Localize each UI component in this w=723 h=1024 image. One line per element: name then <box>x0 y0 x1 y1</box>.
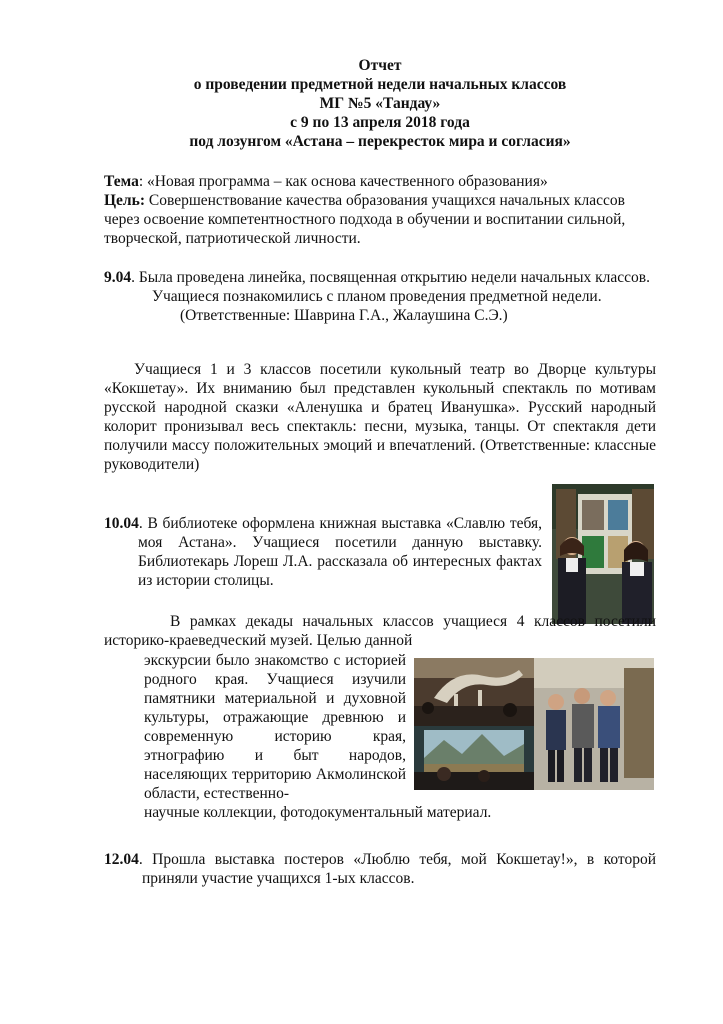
day-9-responsible: (Ответственные: Шаврина Г.А., Жалаушина С.Э.) <box>180 307 508 324</box>
title-line-1: Отчет <box>358 57 402 74</box>
title-line-4: с 9 по 13 апреля 2018 года <box>290 114 470 131</box>
museum-photo-diorama <box>414 726 534 790</box>
theme-paragraph <box>104 172 656 191</box>
day-9-paragraph-2: Учащиеся познакомились с планом проведения предметной недели. <box>152 288 602 305</box>
report-title <box>90 56 670 151</box>
day-10-library-paragraph: 10.04. В библиотеке оформлена книжная выставка «Славлю тебя, моя Астана». Учащиеся посетили данную выставку. Библиотекарь Лореш Л.А. рассказала об интересных фактах из истории столицы. <box>104 515 542 589</box>
goal-paragraph <box>104 191 656 248</box>
title-line-3: МГ №5 «Тандау» <box>319 95 441 112</box>
theme-label: Тема <box>104 173 139 190</box>
museum-photo-dinosaur <box>414 658 534 726</box>
museum-photo-students <box>534 658 654 790</box>
museum-photo-3-graphic <box>534 658 654 790</box>
intro-section <box>104 172 656 248</box>
day-9-date: 9.04 <box>104 269 132 286</box>
theme-text: : «Новая программа – как основа качественного образования» <box>138 173 548 190</box>
day-9-section <box>104 268 656 325</box>
day-9-theatre-paragraph: Учащиеся 1 и 3 классов посетили кукольный театр во Дворце культуры «Кокшетау». Их вниманию был представлен кукольный спектакль по мотивам русской народной сказки «Аленушка и братец Иванушка». Русский народный колорит пронизывал весь спектакль: песни, музыка, танцы. От спектакля дети получили массу положительных эмоций и впечатлений. (Ответственные: классные руководители) <box>104 361 656 473</box>
library-exhibition-photo <box>552 484 654 624</box>
day-10-museum-ending: научные коллекции, фотодокументальный материал. <box>144 804 492 821</box>
goal-label: Цель: <box>104 192 145 209</box>
day-10-museum-paragraph: экскурсии было знакомство с историей родного края. Учащиеся изучили памятники материальной и духовной культуры, отражающие древнюю и современную историю края, этнографию и быт народов, населяющих территорию Акмолинской области, естественно- <box>144 652 406 802</box>
title-line-5: под лозунгом «Астана – перекресток мира и согласия» <box>189 133 571 150</box>
museum-photo-2-graphic <box>414 726 534 790</box>
day-12-date: 12.04 <box>104 851 139 868</box>
day-9-paragraph-1: 9.04. Была проведена линейка, посвященная открытию недели начальных классов. <box>104 269 650 286</box>
day-10-museum-intro: В рамках декады начальных классов учащиеся 4 классов посетили историко-краеведческий музей. Целью данной <box>104 613 656 649</box>
day-12-section: 12.04. Прошла выставка постеров «Люблю тебя, мой Кокшетау!», в которой приняли участие учащихся 1-ых классов. <box>104 851 656 887</box>
day-10-date: 10.04 <box>104 515 139 532</box>
goal-text: Совершенствование качества образования учащихся начальных классов через освоение компетентностного подхода в обучении и воспитании сильной, творческой, патриотической личности. <box>104 192 626 247</box>
title-line-2: о проведении предметной недели начальных классов <box>193 76 567 93</box>
library-photo-graphic <box>552 484 654 624</box>
museum-photo-1-graphic <box>414 658 534 726</box>
